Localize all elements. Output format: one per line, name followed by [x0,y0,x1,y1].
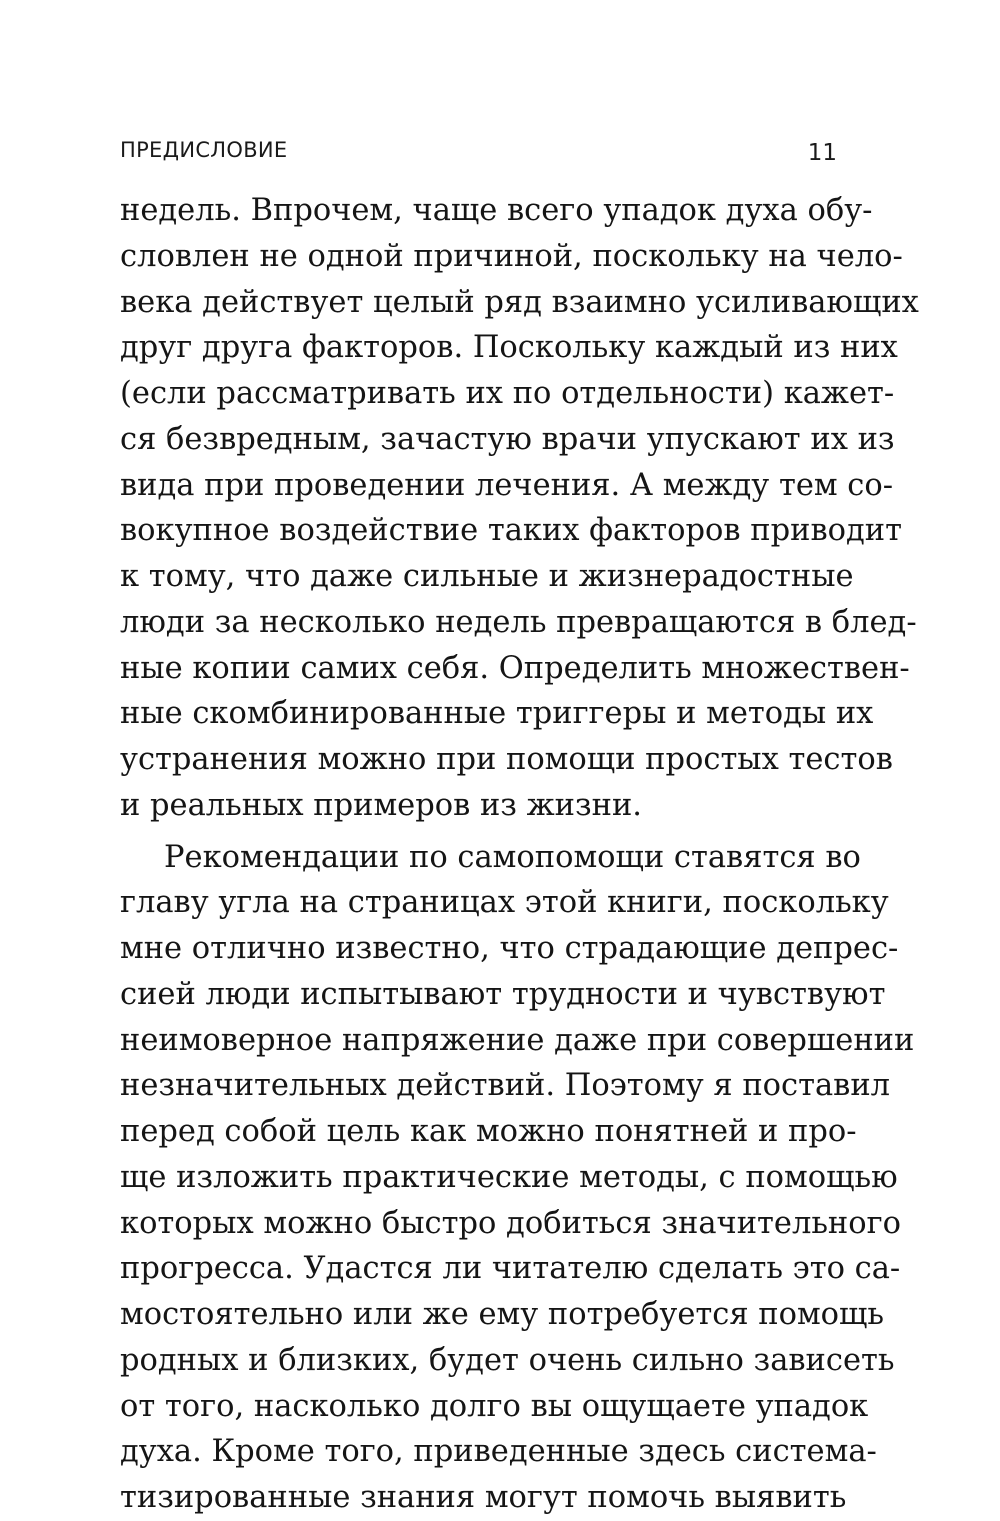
text-line: друг друга факторов. Поскольку каждый из них [120,330,898,366]
text-line: ще изложить практические методы, с помощью [120,1159,898,1195]
text-line: века действует целый ряд взаимно усиливающих [120,284,919,320]
text-line: и реальных примеров из жизни. [120,787,642,823]
text-line: ные копии самих себя. Определить множествен- [120,650,910,686]
text-line: вокупное воздействие таких факторов приводит [120,513,902,549]
text-line: мне отлично известно, что страдающие депрес- [120,931,899,966]
text-line: незначительных действий. Поэтому я поставил [120,1068,891,1104]
running-title: ПРЕДИСЛОВИЕ [120,138,288,162]
text-line: духа. Кроме того, приведенные здесь система- [120,1434,877,1470]
text-line: ся безвредным, зачастую врачи упускают их из [120,421,895,457]
text-line: неимоверное напряжение даже при совершении [120,1022,915,1058]
text-line: словлен не одной причиной, поскольку на чело- [120,238,903,274]
text-line: вида при проведении лечения. А между тем со- [120,467,894,503]
text-line: главу угла на страницах этой книги, поскольку [120,885,889,921]
text-line: тизированные знания могут помочь выявить [120,1480,847,1515]
text-line: устранения можно при помощи простых тестов [120,742,893,777]
text-line: родных и близких, будет очень сильно зависеть [120,1342,895,1378]
text-line: прогресса. Удастся ли читателю сделать это са- [120,1251,901,1287]
text-line: недель. Впрочем, чаще всего упадок духа обу- [120,193,873,228]
body-text [120,188,919,1521]
paragraph-1 [120,188,919,829]
text-line: от того, насколько долго вы ощущаете упадок [120,1388,869,1424]
page-number: 11 [807,140,837,166]
text-line: ные скомбинированные триггеры и методы их [120,696,874,732]
text-line: которых можно быстро добиться значительного [120,1205,901,1241]
paragraph-2 [120,835,915,1521]
text-line: мостоятельно или же ему потребуется помощь [120,1297,885,1332]
text-line: сией люди испытывают трудности и чувствуют [120,976,886,1012]
text-line: к тому, что даже сильные и жизнерадостные [120,559,854,594]
text-line: люди за несколько недель превращаются в блед- [120,604,917,640]
text-line: перед собой цель как можно понятней и про- [120,1114,857,1149]
text-line: Рекомендации по самопомощи ставятся во [164,839,861,875]
text-line: (если рассматривать их по отдельности) кажет- [120,376,895,411]
